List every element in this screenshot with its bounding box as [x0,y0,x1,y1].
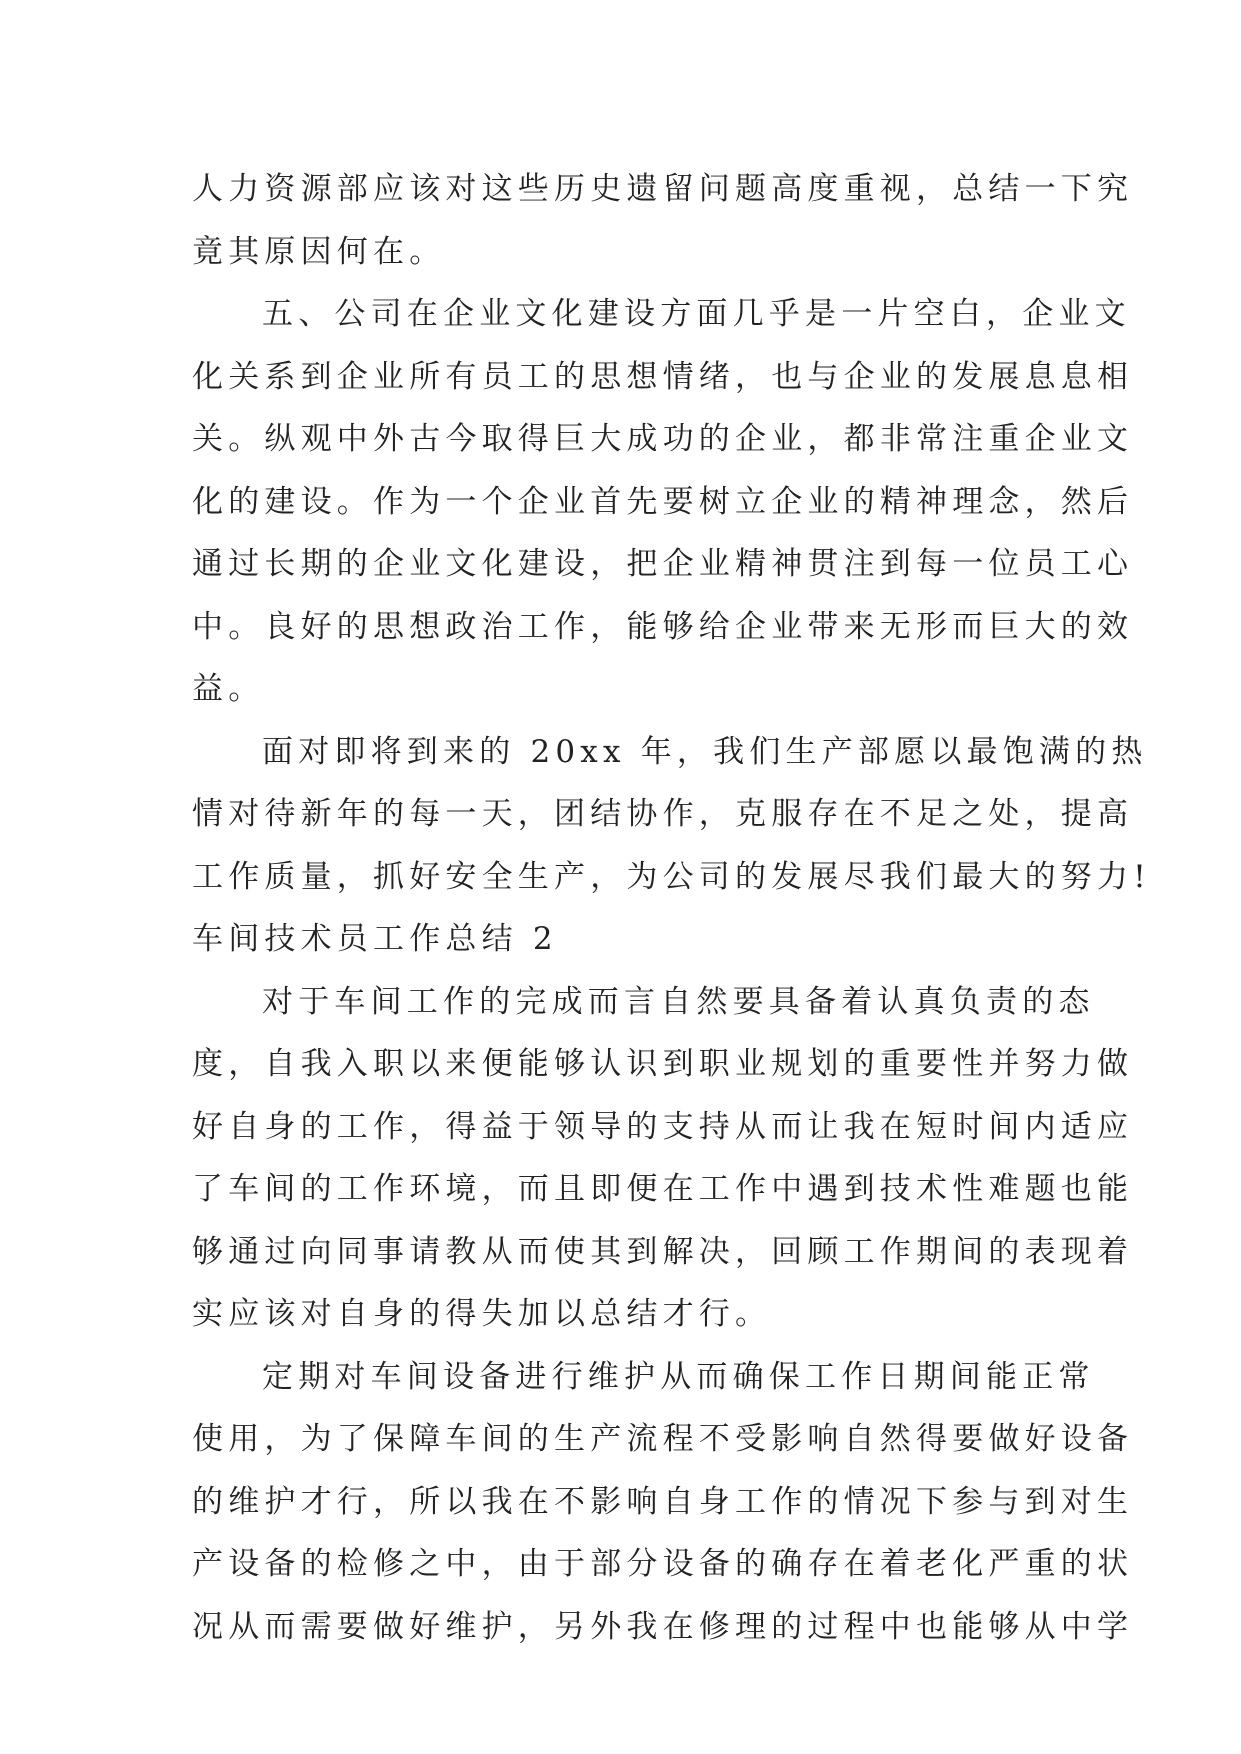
text-line: 中。良好的思想政治工作，能够给企业带来无形而巨大的效 [192,608,1134,645]
text-line: 化的建设。作为一个企业首先要树立企业的精神理念，然后 [192,483,1134,520]
text-line: 实应该对自身的得失加以总结才行。 [192,1296,772,1332]
paragraph-new-year-outlook [192,721,1151,909]
text-line: 况从而需要做好维护，另外我在修理的过程中也能够从中学 [192,1608,1134,1645]
document-body [192,158,1151,1658]
text-line: 度，自我入职以来便能够认识到职业规划的重要性并努力做 [192,1046,1134,1082]
text-line: 对于车间工作的完成而言自然要具备着认真负责的态 [262,983,1095,1020]
text-line: 五、公司在企业文化建设方面几乎是一片空白，企业文 [262,296,1131,332]
text-line: 关。纵观中外古今取得巨大成功的企业，都非常注重企业文 [192,421,1134,457]
paragraph-continuation [192,158,1134,283]
text-line: 情对待新年的每一天，团结协作，克服存在不足之处，提高 [192,796,1134,832]
text-line: 人力资源部应该对这些历史遗留问题高度重视，总结一下究 [192,171,1134,207]
text-line: 够通过向同事请教从而使其到解决，回顾工作期间的表现着 [192,1233,1134,1270]
text-line: 了车间的工作环境，而且即便在工作中遇到技术性难题也能 [192,1171,1134,1207]
text-line: 的维护才行，所以我在不影响自身工作的情况下参与到对生 [192,1483,1134,1520]
paragraph-corporate-culture [192,283,1134,721]
text-line: 面对即将到来的 20xx 年，我们生产部愿以最饱满的热 [262,733,1148,770]
paragraph-workshop-attitude [192,971,1134,1346]
text-line: 竟其原因何在。 [192,233,446,270]
paragraph-equipment-maintenance [192,1346,1134,1659]
text-line: 好自身的工作，得益于领导的支持从而让我在短时间内适应 [192,1108,1134,1145]
text-line: 益。 [192,671,265,707]
section-heading: 车间技术员工作总结 2 [192,921,558,957]
text-line: 使用，为了保障车间的生产流程不受影响自然得要做好设备 [192,1421,1134,1457]
text-line: 工作质量，抓好安全生产，为公司的发展尽我们最大的努力! [192,858,1151,895]
text-line: 化关系到企业所有员工的思想情绪，也与企业的发展息息相 [192,358,1134,395]
text-line: 产设备的检修之中，由于部分设备的确存在着老化严重的状 [192,1546,1134,1582]
text-line: 定期对车间设备进行维护从而确保工作日期间能正常 [262,1358,1095,1395]
text-line: 通过长期的企业文化建设，把企业精神贯注到每一位员工心 [192,546,1134,582]
